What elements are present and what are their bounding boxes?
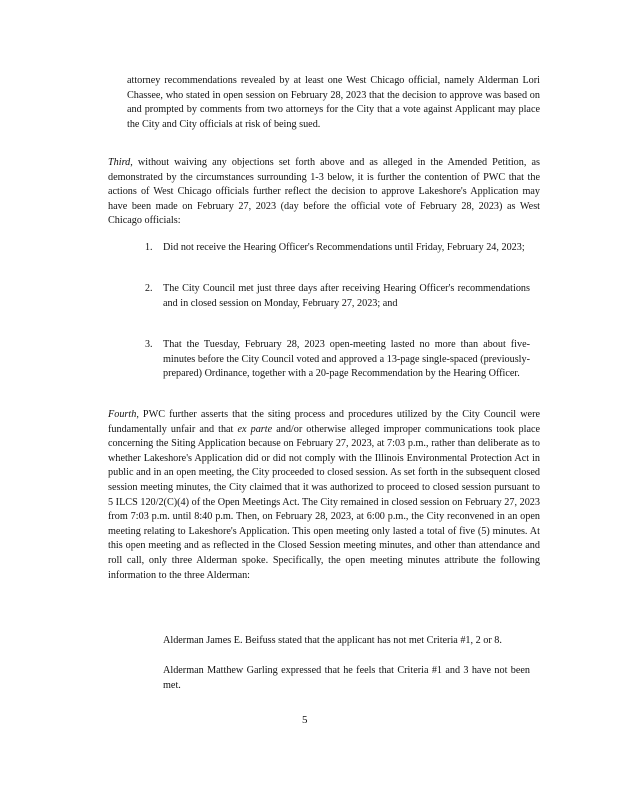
fourth-text-b: and/or otherwise alleged improper communications took place concerning the Siting Application because on February 27, 2023, at 7:03 p.m., rather than deliberate as to whether Lakeshore's Application did or did not comply with the Illinois Environmental Protection Act in public and in an open meeting, the City proceeded to closed session. As set forth in the subsequent closed session meeting minutes, the City claimed that it was authorized to proceed to closed session pursuant to 5 ILCS 120/2(C)(4) of the Open Meetings Act. The City remained in closed session on February 27, 2023 from 7:03 p.m. until 8:40 p.m. Then, on February 28, 2023, at 6:00 p.m., the City reconvened in an open meeting relating to Lakeshore's Application. This open meeting only lasted a total of five (5) minutes. At this open meeting and as reflected in the Closed Session meeting minutes, and other than attendance and roll call, only three Alderman spoke. Specifically, the open meeting minutes attribute the following information to the three Alderman: xyxy=(108,423,541,581)
third-text: , without waiving any objections set forth above and as alleged in the Amended Petition, as demonstrated by the circumstances surrounding 1-3 below, it is further the contention of PWC that the actions of West Chicago officials further reflect the decision to approve Lakeshore's Application may have been made on February 27, 2023 (day before the official vote of February 28, 2023) as West Chicago officials: xyxy=(108,157,540,227)
sub-item-1: Alderman James E. Beifuss stated that the applicant has not met Criteria #1, 2 or 8. xyxy=(163,635,502,646)
list-item-2: The City Council met just three days after receiving Hearing Officer's recommendations and in closed session on Monday, February 27, 2023; and xyxy=(163,283,530,309)
intro-paragraph: attorney recommendations revealed by at least one West Chicago official, namely Alderman Lori Chassee, who stated in open session on February 28, 2023 that the decision to approve was based on and prompted by comments from two attorneys for the City that a vote against Applicant may place the City and City officials at risk of being sued. xyxy=(127,75,540,130)
third-paragraph xyxy=(108,156,540,229)
sub-item-2: Alderman Matthew Garling expressed that he feels that Criteria #1 and 3 have not been met. xyxy=(163,665,530,691)
list-number-1: 1. xyxy=(145,242,153,253)
fourth-text-a: , PWC further asserts that the siting process and procedures utilized by the City Council were fundamentally unfair and that xyxy=(108,409,540,435)
fourth-label: Fourth xyxy=(108,409,137,420)
list-item-3: That the Tuesday, February 28, 2023 open-meeting lasted no more than about five-minutes before the City Council voted and approved a 13-page single-spaced (previously-prepared) Ordinance, together with a 20-page Recommendation by the Hearing Officer. xyxy=(163,339,530,380)
list-number-2: 2. xyxy=(145,283,153,294)
ex-parte-term: ex parte xyxy=(237,423,273,435)
fourth-paragraph xyxy=(108,408,540,583)
page-number: 5 xyxy=(302,714,308,726)
third-label: Third xyxy=(108,157,131,168)
list-item-1: Did not receive the Hearing Officer's Recommendations until Friday, February 24, 2023; xyxy=(163,242,525,253)
list-number-3: 3. xyxy=(145,339,153,350)
